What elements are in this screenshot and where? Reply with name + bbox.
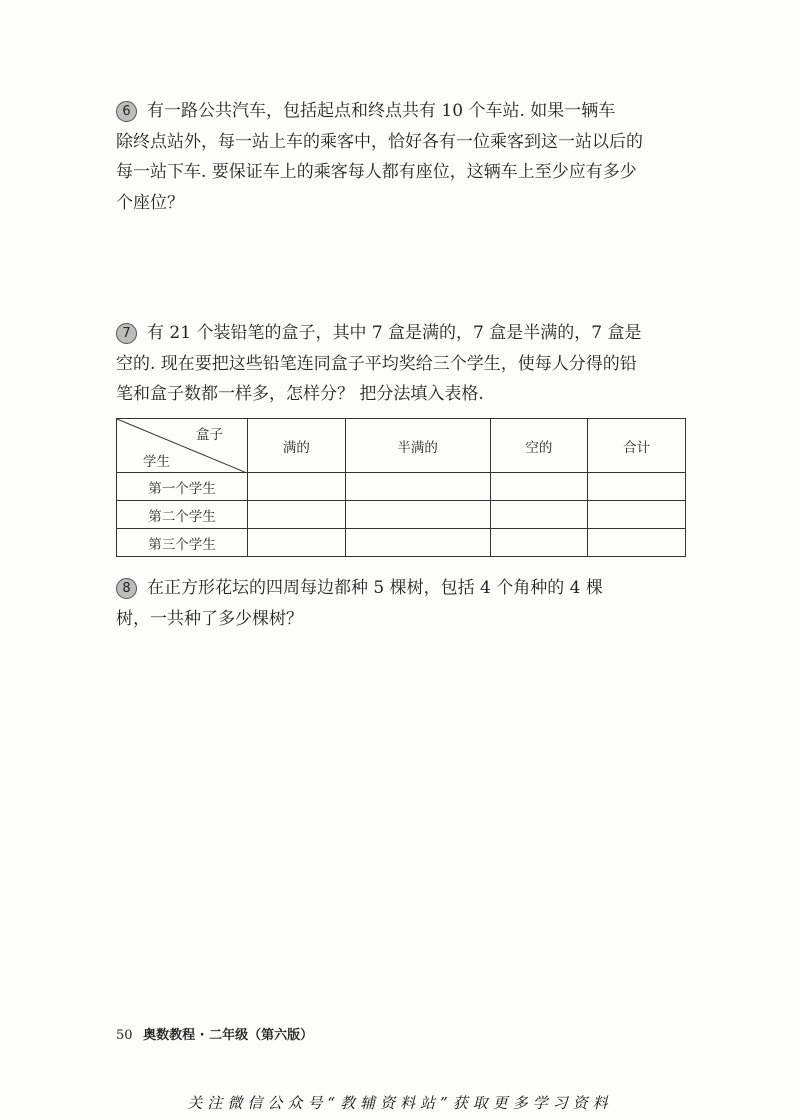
problem-6 xyxy=(116,96,690,218)
watermark-text: 关注微信公众号“教辅资料站”获取更多学习资料 xyxy=(187,1094,613,1112)
table-row xyxy=(117,529,686,557)
answer-cell[interactable] xyxy=(490,473,588,501)
diagonal-line xyxy=(117,419,247,473)
answer-cell[interactable] xyxy=(345,501,490,529)
page-footer xyxy=(116,1024,313,1043)
answer-cell[interactable] xyxy=(490,529,588,557)
corner-header-cell xyxy=(117,419,248,473)
problem-7-line-1 xyxy=(116,318,690,349)
problem-text: 有 21 个装铅笔的盒子，其中 7 盒是满的，7 盒是半满的，7 盒是 xyxy=(147,323,642,343)
problem-7 xyxy=(116,318,690,410)
problem-6-line-3: 每一站下车. 要保证车上的乘客每人都有座位，这辆车上至少应有多少 xyxy=(116,162,637,182)
column-header-full: 满的 xyxy=(248,419,346,473)
problem-6-line-1 xyxy=(116,96,690,127)
answer-cell[interactable] xyxy=(490,501,588,529)
answer-cell[interactable] xyxy=(248,473,346,501)
column-header-half-full: 半满的 xyxy=(345,419,490,473)
answer-cell[interactable] xyxy=(248,501,346,529)
problem-text: 有一路公共汽车，包括起点和终点共有 10 个车站. 如果一辆车 xyxy=(147,101,616,121)
problem-7-line-3: 笔和盒子数都一样多，怎样分？ 把分法填入表格. xyxy=(116,384,484,404)
problem-8 xyxy=(116,573,690,634)
column-header-total: 合计 xyxy=(588,419,686,473)
table-row xyxy=(117,501,686,529)
row-label: 第二个学生 xyxy=(117,501,248,529)
problem-8-line-1 xyxy=(116,573,690,604)
problem-text: 在正方形花坛的四周每边都种 5 棵树，包括 4 个角种的 4 棵 xyxy=(147,578,603,598)
corner-label-students: 学生 xyxy=(143,454,170,470)
row-label: 第三个学生 xyxy=(117,529,248,557)
problem-7-line-2: 空的. 现在要把这些铅笔连同盒子平均奖给三个学生，使每人分得的铅 xyxy=(116,353,637,374)
table-header-row xyxy=(117,419,686,473)
answer-cell[interactable] xyxy=(345,473,490,501)
answer-cell[interactable] xyxy=(248,529,346,557)
problem-6-line-4: 个座位？ xyxy=(116,192,184,213)
page-number: 50 xyxy=(116,1028,133,1043)
problem-number-badge: 7 xyxy=(116,323,137,344)
distribution-table xyxy=(116,418,686,557)
answer-cell[interactable] xyxy=(588,501,686,529)
answer-cell[interactable] xyxy=(345,529,490,557)
book-title: 奥数教程 · 二年级（第六版） xyxy=(143,1028,314,1043)
problem-6-line-2: 除终点站外，每一站上车的乘客中，恰好各有一位乘客到这一站以后的 xyxy=(116,131,643,152)
corner-label-boxes: 盒子 xyxy=(196,427,223,443)
table-row xyxy=(117,473,686,501)
answer-cell[interactable] xyxy=(588,473,686,501)
problem-number-badge: 8 xyxy=(116,578,137,599)
problem-number-badge: 6 xyxy=(116,101,137,122)
column-header-empty: 空的 xyxy=(490,419,588,473)
row-label: 第一个学生 xyxy=(117,473,248,501)
problem-8-line-2: 树，一共种了多少棵树？ xyxy=(116,608,303,629)
answer-cell[interactable] xyxy=(588,529,686,557)
